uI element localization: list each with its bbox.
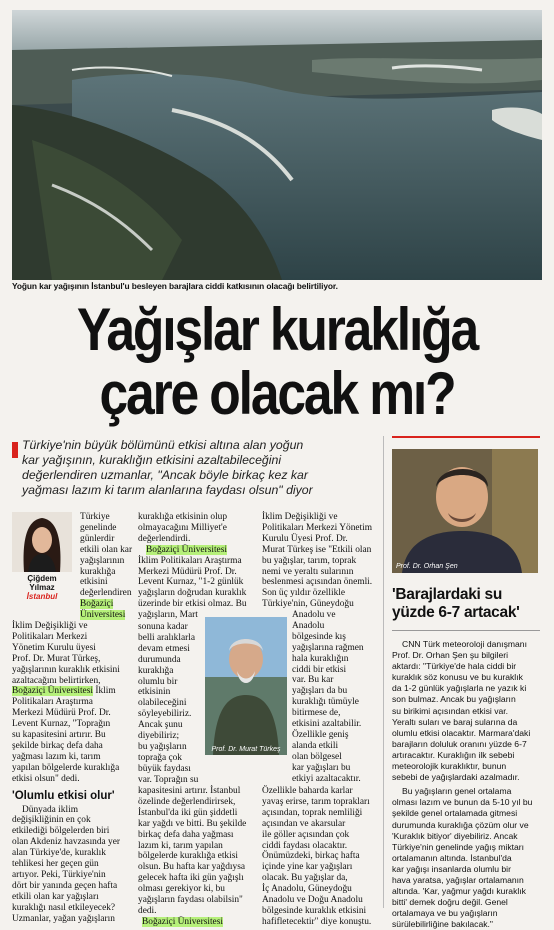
sidebar-top-rule (392, 436, 540, 438)
text-line: CNN Türk meteoroloji danışmanı (402, 639, 527, 649)
text-line: su kapasitesini artırır. Bu (12, 730, 106, 741)
column-divider (383, 436, 384, 908)
col1-body (12, 621, 132, 924)
text-line: Özellikle geniş (292, 729, 349, 740)
text-line: devam etmesi (138, 643, 190, 654)
text-line: Ancak şunu (138, 720, 183, 731)
text-line: Önümüzdeki, birkaç hafta (262, 851, 360, 862)
text-line: hala kuraklığın (292, 653, 349, 664)
photo-caption: Yoğun kar yağışının İstanbul'u besleyen barajlara ciddi katkısının olacağı belirtiliyor. (12, 281, 338, 291)
text-line: barajların doluluk oranını yüzde 6-7 (392, 738, 527, 749)
text-line: bitti' demek doğru değil. Genel (392, 897, 508, 908)
text-line: Bu yağışların genel ortalama (402, 786, 512, 797)
text-line: ciddi faydası olacaktır. (262, 840, 348, 851)
text-line: yavaş erirse, tarım toprakları (262, 796, 370, 807)
text-line: yağışlarına rağmen (292, 642, 364, 653)
text-line: var. Bu kar (292, 675, 334, 686)
text-line: kar yağışı insanlarda olumlu bir (392, 863, 511, 874)
text-line: durumunda kuraklığa çözüm olur ve (392, 819, 529, 830)
text-line: açısından, toprak nemliliği (262, 807, 363, 818)
text-line: Kurulu Üyesi Prof. Dr. (262, 533, 348, 544)
spot-marker (12, 442, 18, 458)
text-line: etkiyi azaltacaktır. (292, 773, 361, 784)
col3-bottom (262, 786, 382, 928)
orhan-sen-caption: Prof. Dr. Orhan Şen (396, 563, 458, 570)
text-line: şekilde genel ortalamada gitmesi (392, 808, 518, 819)
text-line: beslenmesi açısından önemli. (262, 577, 373, 588)
text-line: kar yağışları bu (292, 762, 351, 773)
text-line: şekilde birkaç defa daha (12, 740, 103, 751)
text-line: hava yaratsa, yağışlar ortalamanın (392, 874, 524, 885)
text-line: ortalamaya ve bu yağışların (392, 908, 498, 919)
text-line: değerlendirdi. (138, 533, 191, 544)
text-line: artıyor. Peki, Türkiye'nin (12, 869, 106, 880)
text-line: Uzmanlar, yağan yağışların (12, 913, 115, 924)
text-line: bu yağışlar, tarım, toprak (262, 555, 357, 566)
text-line: sonuna kadar (138, 622, 188, 632)
text-line: olan Akdeniz havzasında yer (12, 837, 121, 848)
spot-line: yağması lazım ki tarım alanlarına faydası olsun" diyor (22, 483, 313, 497)
spot-line: değerlendiren uzmanlar, "Ancak böyle birkaç kez kar (22, 468, 308, 482)
col3-top (262, 512, 382, 610)
text-line: içinde yine kar yağışları (262, 862, 353, 873)
text-line: gelecek hafta iki gün yağışlı (138, 873, 244, 884)
text-line: olmayacağını Milliyet'e (138, 522, 227, 533)
col1-intro (80, 512, 132, 621)
text-line: İç Anadolu, Güneydoğu (262, 884, 352, 895)
text-line: değerlendiren (80, 588, 132, 599)
text-line: İstanbul'da iki gün şiddetli (138, 807, 238, 818)
text-line: büyük faydası (138, 763, 191, 774)
author-photo (12, 512, 72, 572)
text-line: söyleyebiliriz. (138, 709, 192, 720)
text-line: etkisini azaltabilir. (292, 719, 362, 730)
headline-line-1: Yağışlar kuraklığa (76, 296, 478, 363)
text-line: etkilediği bölgelerden biri (12, 826, 110, 837)
murat-turkes-photo (205, 617, 287, 755)
text-line: sebebi de yağışlardaki azalmadır. (392, 772, 520, 783)
murat-turkes-caption: Prof. Dr. Murat Türkeş (211, 746, 281, 753)
text-line: alanda etkili (292, 740, 339, 751)
text-line: meteorolojik kuraklıktır, bunun (392, 761, 507, 772)
text-line: alan Türkiye'de, kuraklık (12, 848, 106, 859)
text-line: Türkiye'nin genelinde yağış miktarı (392, 841, 525, 852)
text-line: bu yağışların (138, 741, 187, 752)
text-line: altında. 'Kar, yağmur yağdı kuraklık (392, 886, 526, 897)
text-line: 'Kuraklık bitiyor' diyebiliriz. Ancak (392, 830, 518, 841)
col2-top (138, 512, 262, 621)
text-line: olacak. Bu yağışlar da, (262, 873, 348, 884)
text-line: kuraklığa etkisinin olup (138, 512, 228, 522)
text-line: Prof. Dr. Murat Türkeş, (12, 653, 101, 664)
subheading-olumlu: 'Olumlu etkisi olur' (12, 789, 115, 802)
spot-line: Türkiye'nin büyük bölümünü etkisi altına alan yoğun (22, 438, 304, 452)
text-line: belli aralıklarla (138, 632, 196, 643)
text-line: bitirmese de, (292, 708, 341, 719)
text-line: azaltacağını belirtirken, (12, 675, 101, 686)
text-line: Murat Türkeş ise "Etkili olan (262, 544, 372, 555)
pull-quote-line: yüzde 6-7 artacak' (392, 604, 520, 621)
text-line: dört bir yanında geçen hafta (12, 880, 118, 891)
spot-line: kar yağışının, kuraklığın etkisini azaltabileceğini (22, 453, 282, 467)
text-line: kuraklığa (80, 566, 116, 577)
text-line: nemi ve yeraltı sularının (262, 566, 354, 577)
text-line: olumlu bir (138, 676, 178, 687)
text-line: yağışlarının (80, 555, 125, 566)
text-line: Türkiye (80, 512, 110, 522)
text-line: artıracaktır. Kuraklığın ilk sebebi (392, 749, 515, 760)
text-fragment: İklim (92, 686, 116, 697)
text-line: olabileceğini (138, 698, 187, 709)
text-line: İklim Değişikliği ve (262, 512, 338, 522)
sidebar-body (392, 639, 540, 930)
text-line: Levent Kurnaz, "1-2 günlük (138, 577, 244, 588)
text-line: etkisi olsun" dedi. (12, 773, 80, 784)
text-line: Politikaları Merkezi (12, 631, 88, 642)
text-line: bölgesinde kış (292, 631, 346, 642)
highlight-boun: Boğaziçi (80, 599, 114, 610)
text-line: dedi. (138, 905, 157, 916)
text-line: ortalamanın altında. İstanbul'da (392, 852, 512, 863)
text-line: Levent Kurnaz, "Toprağın (12, 719, 111, 730)
text-line: üzerinde bir etkisi olmaz. Bu (138, 599, 247, 610)
text-line: yapılan bölgelerde kuraklığa (12, 762, 120, 773)
text-line: İklim Politikaları Araştırma (138, 555, 242, 566)
text-line: değişikliğinin en çok (12, 815, 91, 826)
highlight-boun: Üniversitesi (80, 610, 126, 621)
text-line: kapasitesini artırır. İstanbul (138, 786, 241, 796)
text-line: yağışların, Mart (138, 610, 198, 621)
highlight-boun: Boğaziçi Üniversitesi (146, 544, 227, 555)
text-line: Politikaları Araştırma (12, 697, 93, 708)
text-line: son bulmaz. Ancak bu yağışların (392, 694, 516, 705)
text-line: etkili olan kar (80, 544, 133, 555)
col3-narrow (292, 610, 382, 785)
text-line: kuraklığa (138, 665, 174, 676)
text-line: olsun. Bu hafta kar yağdıysa (138, 862, 246, 873)
text-line: var. Toprağın su (138, 774, 199, 785)
text-line: etkili olan kar yağışları (12, 891, 99, 902)
text-line: su birikimi açısından etkisi var. (392, 705, 509, 716)
text-line: yağması lazım ki, tarım (12, 751, 101, 762)
text-line: yağışların faydası olabilsin" (138, 895, 243, 906)
col2-narrow (138, 622, 202, 786)
text-line: toprağa çok (138, 752, 182, 763)
text-line: kuraklığı tümüyle (292, 697, 359, 708)
text-line: genelinde (80, 522, 117, 533)
text-line: Türkiye'nin, Güneydoğu (262, 599, 354, 610)
text-line: Politikaları Merkezi Yönetim (262, 522, 373, 533)
author-byline (12, 574, 72, 601)
text-line: durumunda (138, 654, 181, 665)
pull-quote-line: 'Barajlardaki su (392, 586, 503, 603)
text-line: ciddi bir etkisi (292, 664, 347, 675)
quote-rule (392, 630, 540, 631)
text-line: aktardı: "Türkiye'de hala ciddi bir (392, 661, 517, 672)
text-line: bölgesinde kuraklık etkisini (262, 905, 367, 916)
text-line: özelinde değerlendirirsek, (138, 796, 236, 807)
text-line: birkaç defa daha yağması (138, 829, 234, 840)
highlight-boun: Boğaziçi Üniversitesi (12, 686, 93, 697)
headline-line-2: çare olacak mı? (99, 360, 455, 427)
orhan-sen-photo (392, 449, 538, 573)
text-line: kuraklık söz konusu ve bu kuraklık (392, 672, 523, 683)
text-line: bölgelerde kuraklığa etkisi (138, 851, 238, 862)
author-name-2: Yılmaz (29, 583, 55, 592)
text-line: sürülebilirliğine bakılacak." (392, 919, 493, 930)
text-line: Son üç yıldır özellikle (262, 588, 346, 599)
author-city: İstanbul (26, 592, 58, 601)
spot-text (22, 438, 382, 498)
text-line: Prof. Dr. Orhan Şen şu bilgileri (392, 650, 509, 661)
text-line: lazım ki, tarım yapılan (138, 840, 223, 851)
text-line: Anadolu ve Doğu Anadolu (262, 895, 363, 906)
pull-quote (392, 586, 540, 622)
highlight-boun: Boğaziçi Üniversitesi (142, 916, 223, 927)
text-line: tehlikesi her geçen gün (12, 859, 99, 870)
text-line: yağışlarının kuraklık etkisini (12, 664, 120, 675)
text-line: günlerdir (80, 533, 115, 544)
text-line: yağışların doğrudan kuraklık (138, 588, 247, 599)
text-line: olması lazım ve bunun da 5-10 yıl bu (392, 797, 533, 808)
text-line: olması gerekiyor ki, bu (138, 884, 225, 895)
text-line: Merkezi Müdürü Prof. Dr. (138, 566, 237, 577)
text-line: olan bölgesel (292, 751, 342, 762)
text-line: Merkezi Müdürü Prof. Dr. (12, 708, 111, 719)
text-line: da 1-2 günlük yağışlarla ne yazık ki (392, 683, 527, 694)
text-line: Dünyada iklim (22, 804, 78, 815)
col2-bottom (138, 786, 262, 928)
text-line: yağışları da bu (292, 686, 348, 697)
reservoir-photo (12, 10, 542, 280)
text-line: kuraklığı nasıl etkileyecek? (12, 902, 116, 913)
text-line: etkisini (80, 577, 108, 588)
text-line: İklim Değişikliği ve (12, 621, 88, 631)
text-line: Yönetim Kurulu üyesi (12, 642, 96, 653)
text-line: hafifletecektir" diye konuştu. (262, 916, 372, 927)
text-line: etkisinin (138, 687, 171, 698)
text-line: diyebiliriz; (138, 731, 180, 742)
text-line: Anadolu ve (292, 610, 336, 620)
text-line: Anadolu (292, 620, 325, 631)
text-line: Özellikle baharda karlar (262, 786, 353, 796)
text-line: olumlu etkisi olacaktır. Marmara'daki (392, 727, 531, 738)
author-name-1: Çiğdem (27, 574, 57, 583)
text-line: ile göller açısından çok (262, 829, 350, 840)
text-line: Yeraltı suları ve baraj sularına da (392, 716, 518, 727)
text-line: açısından ve akarsular (262, 818, 346, 829)
text-line: kar yağdı ve bitti. Bu şekilde (138, 818, 247, 829)
